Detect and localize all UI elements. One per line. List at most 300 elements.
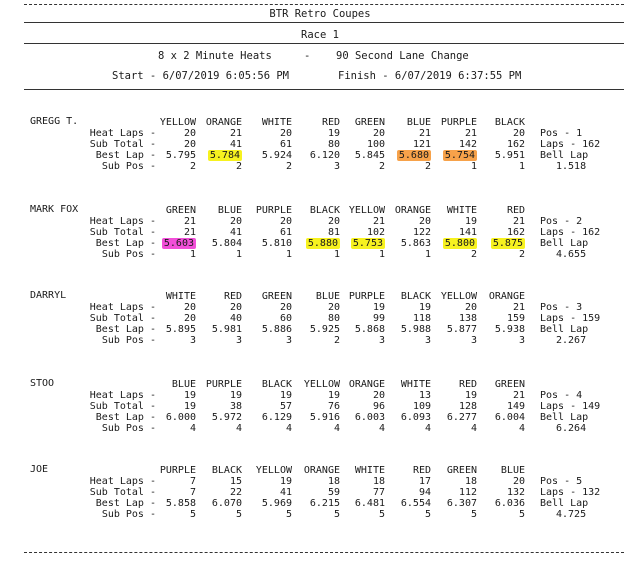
sub-value: 80 [327,139,340,150]
best-lap-value: 6.120 [309,150,340,161]
sub-value: 132 [506,487,525,498]
sub-value: 20 [183,139,196,150]
best-lap-value: 5.969 [261,498,292,509]
sub-cell [190,401,242,412]
lane-header: PURPLE [255,205,292,216]
summary-line: 4.655 [556,249,587,260]
pos-cell [240,161,292,172]
sub-cell [190,227,242,238]
best-cell [144,498,196,509]
heat-value: 20 [183,128,196,139]
sub-value: 141 [458,227,477,238]
sub-cell [333,401,385,412]
heat-value: 20 [229,302,242,313]
sub-value: 57 [279,401,292,412]
row-label: Heat Laps - [89,128,156,139]
best-cell [379,238,431,249]
best-lap-value: 5.868 [354,324,385,335]
sub-cell [240,139,292,150]
lane-header: ORANGE [348,379,385,390]
heat-value: 20 [327,302,340,313]
finish-time: Finish - 6/07/2019 6:37:55 PM [338,70,522,82]
format-separator: - [304,50,311,62]
sub-cell [240,313,292,324]
lane-header: BLUE [500,465,525,476]
heat-value: 21 [418,128,431,139]
pos-value: 2 [378,161,385,172]
sub-cell [190,139,242,150]
heat-cell [473,476,525,487]
pos-cell [144,161,196,172]
best-cell [473,238,525,249]
pos-value: 1 [470,161,477,172]
pos-cell [470,249,525,260]
heat-cell [473,216,525,227]
pos-value: 3 [235,335,242,346]
pos-value: 5 [285,509,292,520]
sub-value: 61 [279,139,292,150]
heat-value: 19 [464,216,477,227]
sub-value: 41 [229,227,242,238]
lane-header: PURPLE [205,379,242,390]
lane-header: BLACK [309,205,340,216]
lane-change: 90 Second Lane Change [336,50,469,62]
sub-value: 121 [412,139,431,150]
sub-cell [190,313,242,324]
pos-cell [333,249,385,260]
sub-cell [240,401,292,412]
sub-cell [333,227,385,238]
heat-value: 20 [183,302,196,313]
pos-value: 5 [470,509,477,520]
best-lap-value: 6.481 [354,498,385,509]
pos-value: 3 [424,335,431,346]
best-cell [425,150,477,161]
heat-cell [240,128,292,139]
lane-header: GREEN [354,117,385,128]
sub-cell [144,487,196,498]
best-cell [379,324,431,335]
highlighted-best-lap: 5.800 [444,238,475,249]
highlighted-best-lap: 5.753 [352,238,383,249]
best-lap-value: 6.277 [446,412,477,423]
best-lap-value: 5.858 [165,498,196,509]
heat-cell [425,216,477,227]
pos-cell [333,335,385,346]
pos-cell [379,161,431,172]
pos-value: 1 [378,249,385,260]
best-cell [144,324,196,335]
row-label: Best Lap - [95,412,156,423]
row-label: Best Lap - [95,498,156,509]
sub-value: 109 [412,401,431,412]
sub-cell [144,313,196,324]
row-label: Sub Total - [89,401,156,412]
pos-value: 3 [470,335,477,346]
best-lap-value: 5.925 [309,324,340,335]
heat-cell [190,476,242,487]
lane-header: RED [412,465,431,476]
pos-value: 5 [424,509,431,520]
sub-cell [473,401,525,412]
best-cell [333,150,385,161]
pos-value: 2 [333,335,340,346]
summary-line: 2.267 [556,335,587,346]
heat-cell [240,302,292,313]
heat-value: 17 [418,476,431,487]
best-cell [190,238,242,249]
heat-value: 21 [229,128,242,139]
sub-cell [425,139,477,150]
sub-value: 96 [372,401,385,412]
lane-header: PURPLE [440,117,477,128]
summary-line: 4.725 [556,509,587,520]
sub-value: 76 [327,401,340,412]
sub-cell [190,487,242,498]
best-cell [379,498,431,509]
best-cell [379,412,431,423]
best-cell [333,238,385,249]
lane-header: WHITE [400,379,431,390]
sub-cell [333,139,385,150]
best-cell [190,412,242,423]
pos-cell [190,335,242,346]
sub-value: 112 [458,487,477,498]
heat-value: 15 [229,476,242,487]
sub-value: 142 [458,139,477,150]
sub-cell [473,313,525,324]
driver-name: STOO [30,378,55,389]
heat-value: 19 [327,128,340,139]
sub-cell [379,313,431,324]
heat-value: 21 [512,302,525,313]
heat-cell [333,476,385,487]
sub-value: 94 [418,487,431,498]
lane-header: YELLOW [255,465,292,476]
best-lap-value: 6.003 [354,412,385,423]
heat-value: 18 [327,476,340,487]
sub-cell [333,313,385,324]
driver-name: GREGG T. [30,116,79,127]
lane-header: WHITE [261,117,292,128]
row-label: Sub Total - [89,313,156,324]
heat-value: 18 [464,476,477,487]
pos-cell [379,335,431,346]
best-cell [240,150,292,161]
sub-cell [473,227,525,238]
sub-cell [379,139,431,150]
lane-header: BLACK [211,465,242,476]
pos-value: 3 [378,335,385,346]
best-cell [240,324,292,335]
title-rule [24,22,624,23]
highlighted-best-lap: 5.680 [398,150,429,161]
top-divider [24,4,624,5]
best-lap-value: 5.804 [211,238,242,249]
lane-header: GREEN [261,291,292,302]
best-cell [425,324,477,335]
best-cell [190,324,242,335]
pos-value: 4 [470,423,477,434]
pos-value: 5 [189,509,196,520]
heat-cell [425,476,477,487]
best-cell [240,498,292,509]
summary-line: Pos - 5 [540,476,583,487]
best-lap-value: 6.129 [261,412,292,423]
heat-cell [425,302,477,313]
pos-cell [144,509,196,520]
lane-header: BLUE [315,291,340,302]
heat-cell [240,216,292,227]
best-cell [190,150,242,161]
heat-cell [240,476,292,487]
sub-value: 122 [412,227,431,238]
best-lap-value: 5.916 [309,412,340,423]
best-cell [333,324,385,335]
sub-value: 149 [506,401,525,412]
sub-value: 80 [327,313,340,324]
heat-value: 20 [418,216,431,227]
sub-value: 60 [279,313,292,324]
summary-line: 1.518 [556,161,587,172]
heat-cell [190,128,242,139]
race-rule [24,43,624,44]
best-cell [144,150,196,161]
pos-cell [425,423,477,434]
heat-format: 8 x 2 Minute Heats [158,50,272,62]
pos-value: 4 [424,423,431,434]
pos-value: 1 [424,249,431,260]
sub-cell [379,227,431,238]
pos-value: 4 [378,423,385,434]
best-lap-value: 6.000 [165,412,196,423]
best-lap-value: 5.981 [211,324,242,335]
sub-value: 77 [372,487,385,498]
row-label: Sub Pos - [101,509,156,520]
heat-value: 20 [229,216,242,227]
best-cell [473,412,525,423]
pos-value: 3 [518,335,525,346]
sub-value: 7 [189,487,196,498]
summary-line: Pos - 1 [540,128,583,139]
row-label: Heat Laps - [89,302,156,313]
row-label: Best Lap - [95,150,156,161]
pos-value: 5 [518,509,525,520]
lane-header: YELLOW [440,291,477,302]
pos-value: 3 [333,161,340,172]
summary-line: Pos - 3 [540,302,583,313]
heat-cell [379,216,431,227]
pos-value: 4 [333,423,340,434]
pos-value: 1 [235,249,242,260]
sub-value: 81 [327,227,340,238]
heat-cell [190,302,242,313]
heat-value: 19 [418,302,431,313]
row-label: Best Lap - [95,324,156,335]
heat-cell [144,476,196,487]
summary-line: Laps - 149 [540,401,601,412]
heat-value: 13 [418,390,431,401]
row-label: Best Lap - [95,238,156,249]
sub-value: 162 [506,139,525,150]
highlighted-best-lap: 5.880 [307,238,338,249]
pos-value: 1 [333,249,340,260]
best-cell [333,498,385,509]
sub-value: 38 [229,401,242,412]
pos-cell [240,509,292,520]
lane-header: BLACK [261,379,292,390]
row-label: Sub Pos - [101,161,156,172]
pos-value: 4 [518,423,525,434]
lane-header: ORANGE [488,291,525,302]
best-cell [473,498,525,509]
sub-value: 40 [229,313,242,324]
heat-cell [473,302,525,313]
heat-value: 20 [279,216,292,227]
pos-cell [333,161,385,172]
pos-value: 3 [285,335,292,346]
pos-value: 4 [235,423,242,434]
pos-value: 5 [333,509,340,520]
lane-header: BLUE [217,205,242,216]
row-label: Sub Pos - [101,423,156,434]
sub-value: 19 [183,401,196,412]
pos-cell [379,509,431,520]
pos-cell [379,423,431,434]
lane-header: YELLOW [159,117,196,128]
best-cell [240,238,292,249]
row-label: Heat Laps - [89,390,156,401]
summary-line: Pos - 4 [540,390,583,401]
pos-cell [190,161,242,172]
sub-value: 22 [229,487,242,498]
summary-line: Bell Lap [540,324,589,335]
row-label: Sub Total - [89,487,156,498]
heat-value: 19 [279,390,292,401]
sub-cell [425,313,477,324]
race-title: Race 1 [301,29,339,41]
sub-value: 21 [183,227,196,238]
lane-header: RED [223,291,242,302]
highlighted-best-lap: 5.875 [492,238,523,249]
best-lap-value: 5.895 [165,324,196,335]
sub-cell [240,227,292,238]
lane-header: GREEN [446,465,477,476]
highlighted-best-lap: 5.754 [444,150,475,161]
lane-header: PURPLE [348,291,385,302]
sub-value: 59 [327,487,340,498]
pos-cell [425,249,477,260]
pos-value: 4 [285,423,292,434]
heat-value: 20 [512,128,525,139]
lane-header: RED [458,379,477,390]
sub-value: 41 [229,139,242,150]
heat-cell [425,390,477,401]
heat-value: 21 [512,390,525,401]
pos-cell [240,335,292,346]
heat-cell [190,216,242,227]
best-lap-value: 5.886 [261,324,292,335]
driver-name: JOE [30,464,49,475]
summary-line: Pos - 2 [540,216,583,227]
summary-line: Bell Lap [540,238,589,249]
summary-line: Laps - 159 [540,313,601,324]
best-lap-value: 5.877 [446,324,477,335]
heat-value: 7 [189,476,196,487]
pos-value: 2 [518,249,525,260]
pos-cell [190,249,242,260]
heat-cell [190,390,242,401]
lane-header: BLACK [400,291,431,302]
sub-value: 20 [183,313,196,324]
sub-cell [473,139,525,150]
best-lap-value: 5.795 [165,150,196,161]
pos-value: 1 [189,249,196,260]
best-lap-value: 6.036 [494,498,525,509]
highlighted-best-lap: 5.603 [163,238,194,249]
heat-value: 21 [464,128,477,139]
highlighted-best-lap: 5.784 [209,150,240,161]
best-lap-value: 5.951 [494,150,525,161]
pos-cell [144,335,196,346]
sub-value: 138 [458,313,477,324]
heat-value: 19 [372,302,385,313]
pos-cell [425,335,477,346]
best-cell [333,412,385,423]
heat-cell [333,216,385,227]
sub-cell [425,401,477,412]
sub-cell [473,487,525,498]
best-lap-value: 6.070 [211,498,242,509]
best-lap-value: 6.554 [400,498,431,509]
driver-name: DARRYL [30,290,67,301]
heat-cell [144,128,196,139]
lane-header: ORANGE [394,205,431,216]
lane-header: PURPLE [159,465,196,476]
pos-value: 1 [518,161,525,172]
pos-value: 1 [285,249,292,260]
best-lap-value: 5.810 [261,238,292,249]
lane-header: GREEN [165,205,196,216]
pos-value: 2 [424,161,431,172]
heat-cell [473,390,525,401]
heat-cell [240,390,292,401]
heat-value: 21 [183,216,196,227]
bottom-divider [24,552,624,553]
heat-value: 18 [372,476,385,487]
heat-cell [333,302,385,313]
heat-value: 20 [279,128,292,139]
pos-value: 3 [189,335,196,346]
pos-value: 5 [235,509,242,520]
sub-cell [144,227,196,238]
lane-header: WHITE [446,205,477,216]
heat-value: 20 [327,216,340,227]
best-cell [190,498,242,509]
heat-cell [379,128,431,139]
row-label: Heat Laps - [89,476,156,487]
lane-header: RED [321,117,340,128]
heat-value: 20 [279,302,292,313]
heat-cell [473,128,525,139]
heat-value: 19 [229,390,242,401]
driver-name: MARK FOX [30,204,79,215]
heat-value: 20 [512,476,525,487]
heat-cell [144,302,196,313]
lane-header: YELLOW [303,379,340,390]
sub-cell [379,401,431,412]
pos-value: 4 [189,423,196,434]
